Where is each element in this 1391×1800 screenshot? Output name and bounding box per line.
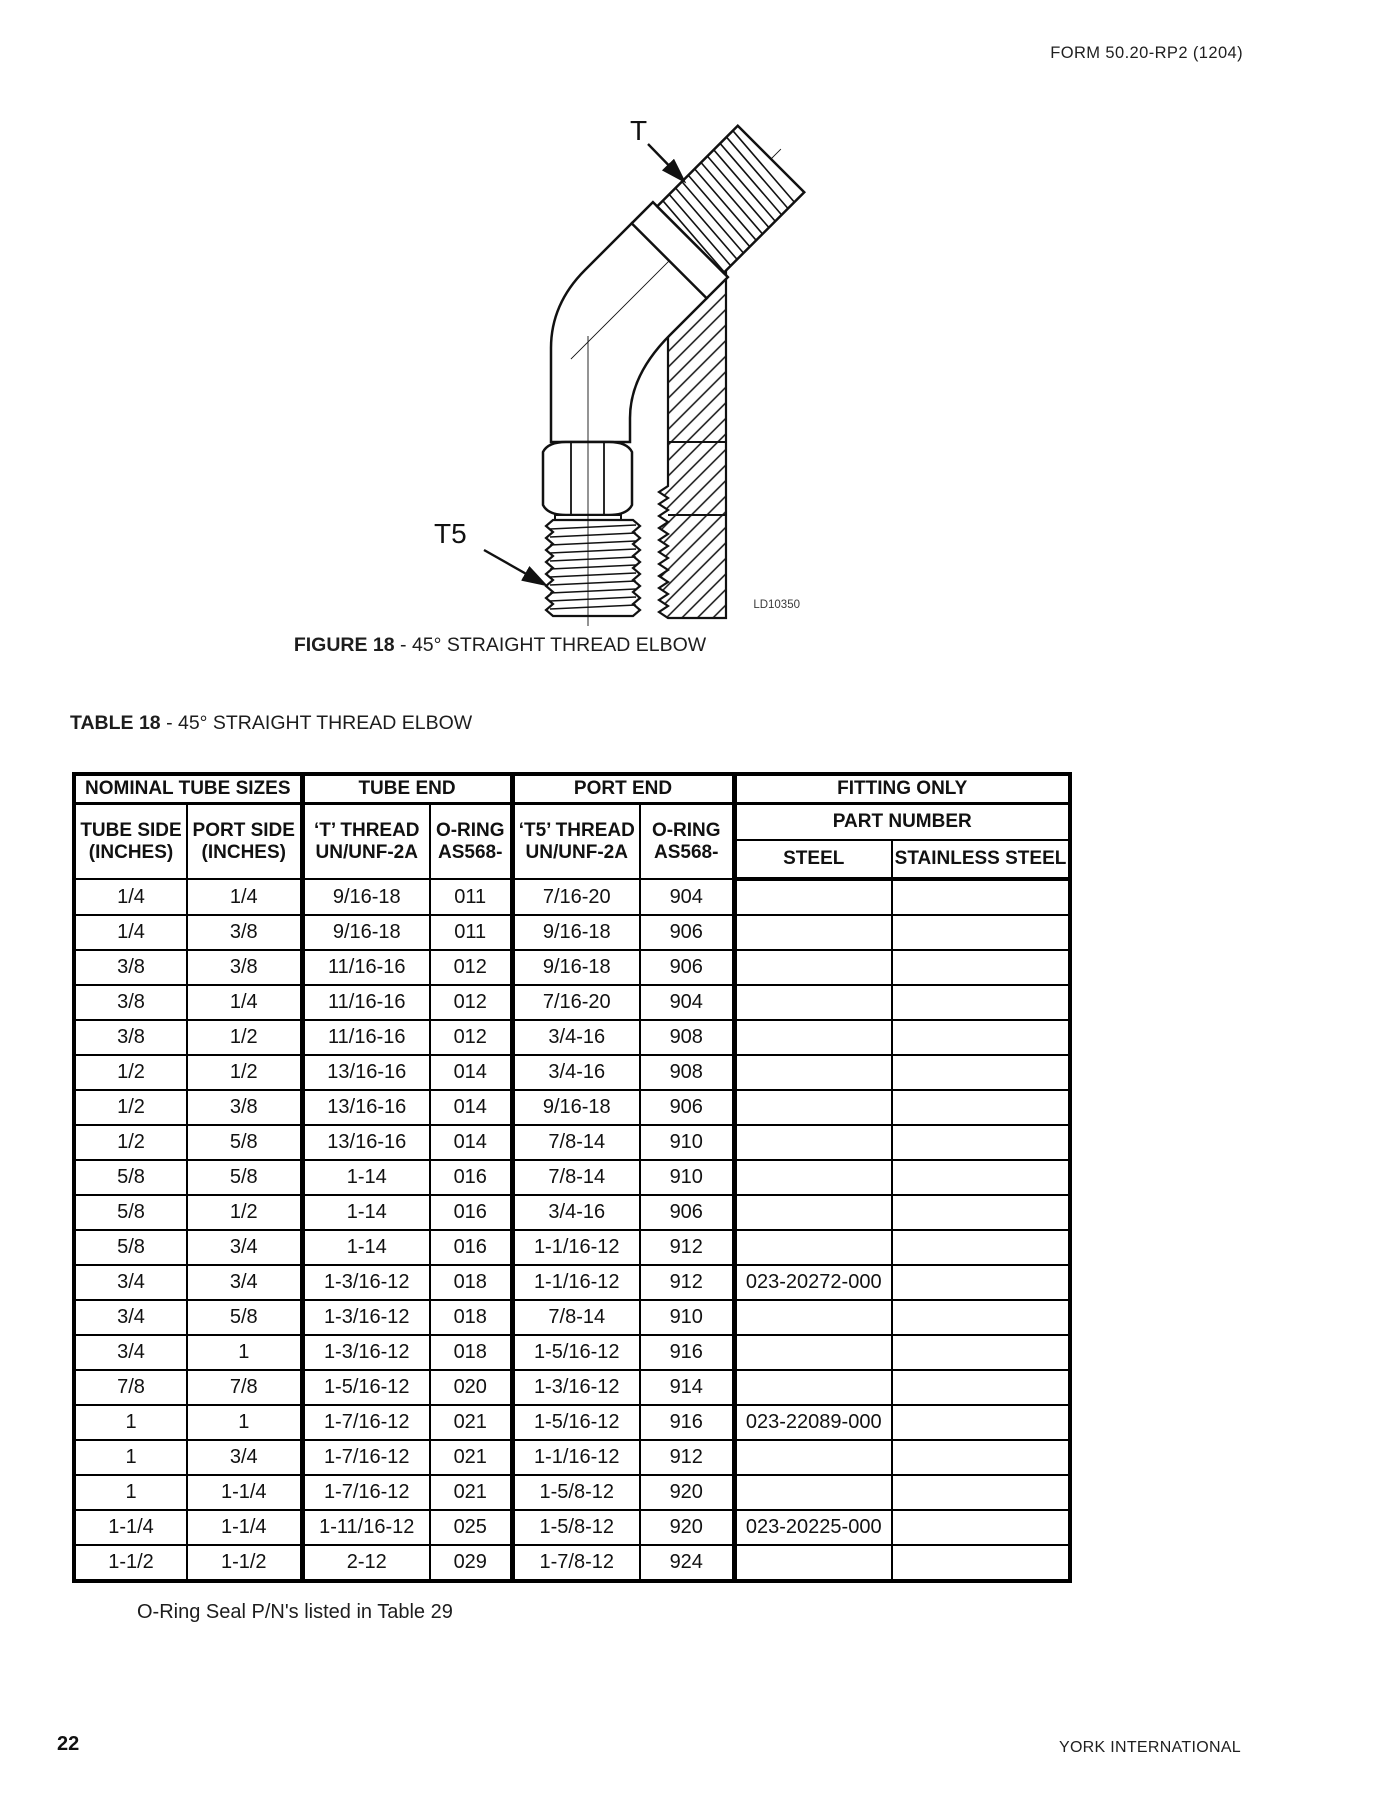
table-cell: 016: [430, 1230, 512, 1265]
table-cell: 7/16-20: [512, 879, 640, 915]
table-cell: 912: [640, 1440, 734, 1475]
page-number: 22: [57, 1733, 80, 1755]
table-row: [74, 1475, 1070, 1510]
table-cell: 9/16-18: [302, 915, 430, 950]
table-cell: 3/4: [187, 1440, 302, 1475]
table-cell: 1-1/2: [187, 1545, 302, 1581]
figure-drawing: [400, 88, 810, 628]
table-cell: [892, 950, 1070, 985]
header-line: TUBE SIDE: [80, 819, 182, 841]
table-cell: 9/16-18: [512, 1090, 640, 1125]
table-cell: 1-7/16-12: [302, 1475, 430, 1510]
table-cell: 018: [430, 1265, 512, 1300]
table-cell: 9/16-18: [512, 950, 640, 985]
table-row: [74, 1440, 1070, 1475]
table-cell: 1-14: [302, 1230, 430, 1265]
column-header-part-number: PART NUMBER: [734, 804, 1070, 841]
table-cell: [892, 1160, 1070, 1195]
header-line: ‘T5’ THREAD: [518, 819, 635, 841]
table-cell: 5/8: [74, 1195, 187, 1230]
table-cell: 1-7/16-12: [302, 1440, 430, 1475]
table-row: [74, 985, 1070, 1020]
table-cell: 1-5/16-12: [302, 1370, 430, 1405]
table-cell: 3/4: [74, 1300, 187, 1335]
table-cell: [892, 1300, 1070, 1335]
table-cell: [734, 1055, 892, 1090]
table-row: [74, 1370, 1070, 1405]
table-cell: 13/16-16: [302, 1055, 430, 1090]
table-cell: 1-14: [302, 1195, 430, 1230]
table-cell: [892, 1020, 1070, 1055]
table-cell: [892, 1370, 1070, 1405]
table-cell: 012: [430, 950, 512, 985]
table-cell: 7/8: [187, 1370, 302, 1405]
table-title: [70, 712, 472, 735]
table-cell: 1-1/4: [74, 1510, 187, 1545]
table-cell: [734, 879, 892, 915]
t5-label: T5: [434, 518, 467, 549]
table-cell: 11/16-16: [302, 985, 430, 1020]
table-row: [74, 1265, 1070, 1300]
table-cell: 3/4: [187, 1265, 302, 1300]
table-row: [74, 1195, 1070, 1230]
table-cell: 7/16-20: [512, 985, 640, 1020]
table-cell: [734, 915, 892, 950]
table-cell: 011: [430, 915, 512, 950]
table-cell: 1-5/8-12: [512, 1510, 640, 1545]
table-row: [74, 879, 1070, 915]
table-cell: [734, 950, 892, 985]
table-cell: 7/8-14: [512, 1300, 640, 1335]
table-cell: 1/4: [187, 879, 302, 915]
table-cell: 914: [640, 1370, 734, 1405]
table-cell: 906: [640, 1090, 734, 1125]
table-cell: 920: [640, 1475, 734, 1510]
table-cell: [734, 1195, 892, 1230]
table-cell: 3/4-16: [512, 1020, 640, 1055]
table-cell: 5/8: [74, 1230, 187, 1265]
table-cell: 021: [430, 1405, 512, 1440]
table-row: [74, 1405, 1070, 1440]
table-cell: 012: [430, 985, 512, 1020]
group-header-fitting-only: FITTING ONLY: [734, 774, 1070, 804]
table-cell: [734, 1020, 892, 1055]
table-cell: 018: [430, 1300, 512, 1335]
table-cell: 029: [430, 1545, 512, 1581]
table-cell: 916: [640, 1405, 734, 1440]
table-cell: 1: [74, 1405, 187, 1440]
table-cell: 3/4: [187, 1230, 302, 1265]
header-line: AS568-: [438, 841, 503, 863]
table-cell: 1/2: [187, 1195, 302, 1230]
column-header-stainless-steel: STAINLESS STEEL: [892, 840, 1070, 879]
table-row: [74, 1300, 1070, 1335]
table-cell: 3/8: [74, 1020, 187, 1055]
table-row: [74, 1090, 1070, 1125]
table-cell: [892, 1125, 1070, 1160]
table-cell: 011: [430, 879, 512, 915]
table-cell: 924: [640, 1545, 734, 1581]
t5-arrow: [484, 550, 544, 584]
table-row: [74, 1545, 1070, 1581]
figure-caption-number: FIGURE 18: [293, 634, 395, 656]
table-cell: 1/2: [187, 1055, 302, 1090]
table-cell: 3/8: [187, 1090, 302, 1125]
header-line: AS568-: [654, 841, 719, 863]
table-cell: [892, 1440, 1070, 1475]
table-cell: 1-3/16-12: [512, 1370, 640, 1405]
table-title-text: - 45° STRAIGHT THREAD ELBOW: [160, 712, 473, 734]
table-title-number: TABLE 18: [70, 712, 161, 734]
group-header-row: [74, 774, 1070, 804]
table-cell: 916: [640, 1335, 734, 1370]
column-header-oring-port: [640, 804, 734, 880]
figure-caption-text: - 45° STRAIGHT THREAD ELBOW: [394, 634, 707, 656]
table-cell: 910: [640, 1300, 734, 1335]
table-cell: 025: [430, 1510, 512, 1545]
table-cell: 1-1/16-12: [512, 1265, 640, 1300]
table-cell: 1-3/16-12: [302, 1265, 430, 1300]
table-cell: 1-3/16-12: [302, 1335, 430, 1370]
table-cell: 1/4: [74, 879, 187, 915]
table-cell: 13/16-16: [302, 1125, 430, 1160]
table-cell: 11/16-16: [302, 950, 430, 985]
table-cell: [734, 985, 892, 1020]
table-cell: 3/4-16: [512, 1055, 640, 1090]
table-cell: 906: [640, 950, 734, 985]
table-cell: 021: [430, 1475, 512, 1510]
column-header-t5-thread: [512, 804, 640, 880]
table-cell: [892, 879, 1070, 915]
header-line: (INCHES): [201, 841, 286, 863]
table-cell: [892, 1545, 1070, 1581]
table-cell: 023-22089-000: [734, 1405, 892, 1440]
header-line: UN/UNF-2A: [525, 841, 628, 863]
header-line: O-RING: [435, 819, 505, 841]
table-cell: [734, 1300, 892, 1335]
table-cell: [734, 1160, 892, 1195]
table-cell: 1/4: [74, 915, 187, 950]
table-cell: 13/16-16: [302, 1090, 430, 1125]
table-cell: 1-1/4: [187, 1475, 302, 1510]
table-cell: [892, 1265, 1070, 1300]
table-row: [74, 1335, 1070, 1370]
table-cell: 1/2: [74, 1090, 187, 1125]
column-header-t-thread: [302, 804, 430, 880]
table-cell: 1-5/8-12: [512, 1475, 640, 1510]
table-cell: 1-5/16-12: [512, 1405, 640, 1440]
table-cell: 018: [430, 1335, 512, 1370]
t-arrow: [648, 144, 683, 180]
table-cell: 014: [430, 1055, 512, 1090]
table-cell: 910: [640, 1160, 734, 1195]
table-cell: 2-12: [302, 1545, 430, 1581]
table-cell: [734, 1090, 892, 1125]
table-cell: [892, 1475, 1070, 1510]
table-cell: [892, 1335, 1070, 1370]
t-label: T: [630, 115, 648, 146]
table-cell: 1/2: [74, 1055, 187, 1090]
table-cell: 1: [187, 1335, 302, 1370]
footnote: O-Ring Seal P/N's listed in Table 29: [137, 1601, 453, 1623]
table-row: [74, 1020, 1070, 1055]
table-cell: [892, 1230, 1070, 1265]
table-cell: 014: [430, 1125, 512, 1160]
table-cell: [734, 1545, 892, 1581]
table-cell: [892, 1195, 1070, 1230]
table-cell: 3/8: [74, 985, 187, 1020]
form-number: FORM 50.20-RP2 (1204): [1050, 44, 1243, 62]
table-cell: 5/8: [187, 1300, 302, 1335]
table-cell: 904: [640, 985, 734, 1020]
table-cell: [892, 915, 1070, 950]
table-cell: 908: [640, 1020, 734, 1055]
column-header-tube-side: [74, 804, 187, 880]
table-cell: 023-20272-000: [734, 1265, 892, 1300]
footer-brand: YORK INTERNATIONAL: [1058, 1739, 1241, 1756]
group-header-tube-end: TUBE END: [302, 774, 512, 804]
table-cell: [892, 985, 1070, 1020]
table-cell: 908: [640, 1055, 734, 1090]
table-row: [74, 1510, 1070, 1545]
table-cell: [734, 1440, 892, 1475]
table-cell: 023-20225-000: [734, 1510, 892, 1545]
table-cell: 7/8-14: [512, 1160, 640, 1195]
table-cell: 012: [430, 1020, 512, 1055]
figure-18: [400, 88, 810, 628]
table-cell: 3/8: [74, 950, 187, 985]
table-cell: [734, 1370, 892, 1405]
table-cell: [734, 1125, 892, 1160]
table-cell: [892, 1090, 1070, 1125]
table-cell: 912: [640, 1230, 734, 1265]
table-cell: [734, 1335, 892, 1370]
table-cell: 3/4: [74, 1265, 187, 1300]
table-cell: 3/8: [187, 950, 302, 985]
table-cell: 3/4: [74, 1335, 187, 1370]
table-cell: 1: [187, 1405, 302, 1440]
table-row: [74, 1125, 1070, 1160]
table-cell: 1/2: [74, 1125, 187, 1160]
header-line: PORT SIDE: [192, 819, 295, 841]
figure-caption: [250, 634, 750, 657]
table-cell: 1-1/16-12: [512, 1440, 640, 1475]
table-cell: 1-1/2: [74, 1545, 187, 1581]
table-cell: 912: [640, 1265, 734, 1300]
table-cell: 9/16-18: [302, 879, 430, 915]
table-cell: 1: [74, 1475, 187, 1510]
table-cell: 906: [640, 1195, 734, 1230]
table-cell: 920: [640, 1510, 734, 1545]
table-cell: 9/16-18: [512, 915, 640, 950]
table-cell: 1-7/16-12: [302, 1405, 430, 1440]
column-header-row: [74, 804, 1070, 841]
table-cell: 021: [430, 1440, 512, 1475]
table-row: [74, 1160, 1070, 1195]
header-line: (INCHES): [88, 841, 174, 863]
table-row: [74, 1055, 1070, 1090]
table-cell: 3/4-16: [512, 1195, 640, 1230]
table-cell: 1: [74, 1440, 187, 1475]
table-cell: 906: [640, 915, 734, 950]
table-cell: 1/4: [187, 985, 302, 1020]
table-cell: 1/2: [187, 1020, 302, 1055]
group-header-nominal-tube-sizes: NOMINAL TUBE SIZES: [74, 774, 302, 804]
table-cell: 016: [430, 1195, 512, 1230]
table-cell: 3/8: [187, 915, 302, 950]
table-cell: 1-3/16-12: [302, 1300, 430, 1335]
table-row: [74, 1230, 1070, 1265]
table-row: [74, 950, 1070, 985]
port-end-threads: [546, 520, 640, 616]
table-cell: 1-5/16-12: [512, 1335, 640, 1370]
table-cell: 5/8: [187, 1160, 302, 1195]
table-cell: [892, 1510, 1070, 1545]
header-line: ‘T’ THREAD: [313, 819, 420, 841]
table-cell: 1-14: [302, 1160, 430, 1195]
table-cell: 016: [430, 1160, 512, 1195]
parts-table: [72, 772, 1072, 1583]
column-header-steel: STEEL: [734, 840, 892, 879]
table-cell: 1-11/16-12: [302, 1510, 430, 1545]
table-cell: 020: [430, 1370, 512, 1405]
table-cell: [734, 1475, 892, 1510]
table-cell: 7/8: [74, 1370, 187, 1405]
table-cell: 5/8: [187, 1125, 302, 1160]
header-line: UN/UNF-2A: [315, 841, 418, 863]
table-body: [74, 879, 1070, 1581]
table-cell: 1-1/16-12: [512, 1230, 640, 1265]
table-cell: 014: [430, 1090, 512, 1125]
table-cell: 904: [640, 879, 734, 915]
hex-nut: [543, 442, 632, 521]
drawing-code: LD10350: [753, 599, 800, 611]
table-cell: 11/16-16: [302, 1020, 430, 1055]
column-header-oring-tube: [430, 804, 512, 880]
table-cell: [892, 1405, 1070, 1440]
table-cell: [734, 1230, 892, 1265]
table-cell: [892, 1055, 1070, 1090]
table-cell: 910: [640, 1125, 734, 1160]
group-header-port-end: PORT END: [512, 774, 734, 804]
table-cell: 1-1/4: [187, 1510, 302, 1545]
table-row: [74, 915, 1070, 950]
column-header-port-side: [187, 804, 302, 880]
table-cell: 7/8-14: [512, 1125, 640, 1160]
header-line: O-RING: [651, 819, 721, 841]
table-cell: 5/8: [74, 1160, 187, 1195]
table-cell: 1-7/8-12: [512, 1545, 640, 1581]
